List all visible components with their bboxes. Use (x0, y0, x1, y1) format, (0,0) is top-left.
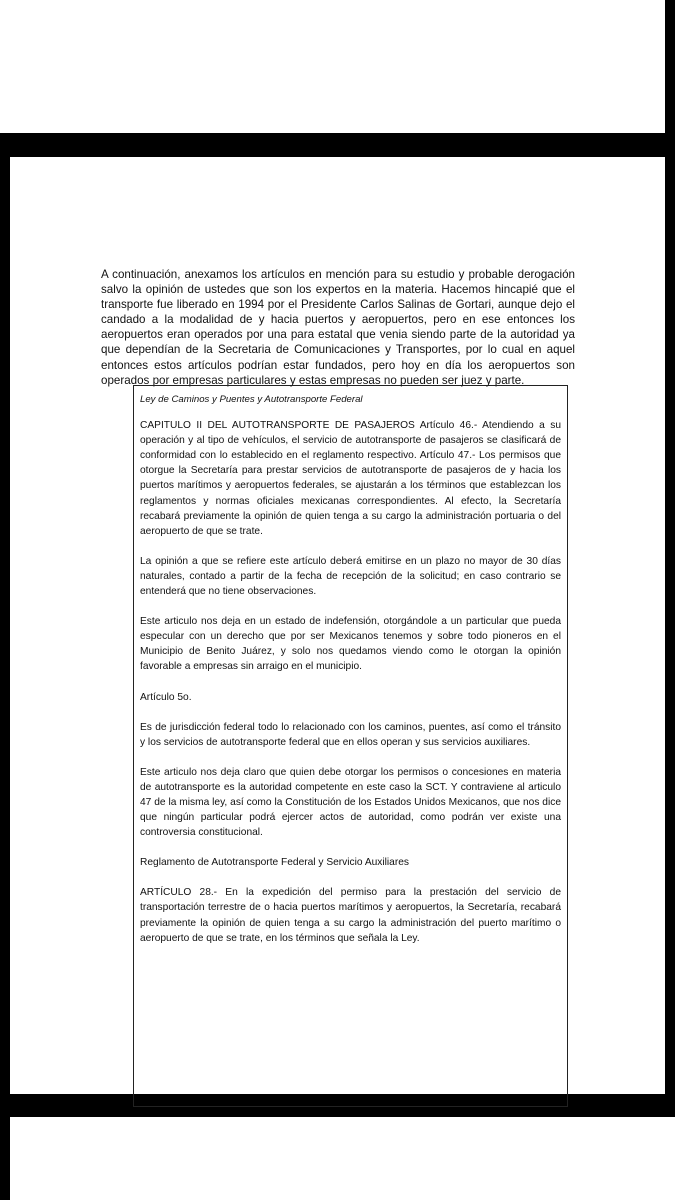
next-page-fragment (10, 1117, 675, 1200)
commentary-paragraph-defenseless: Este articulo nos deja en un estado de indefensión, otorgándole a un particular que pueda especular con un derecho que por ser Mexicanos tenemos y sobre todo pioneros en el Municipio de Benito Juárez, y solo nos quedamos viendo como le otorgan la opinión favorable a empresas sin arraigo en el municipio. (140, 616, 561, 673)
law-paragraph-jurisdiction: Es de jurisdicción federal todo lo relacionado con los caminos, puentes, así como el tránsito y los servicios de autotransporte federal que en ellos operan y sus servicios auxiliares. (140, 721, 561, 748)
law-box-title: Ley de Caminos y Puentes y Autotransporte Federal (140, 394, 363, 405)
law-heading-article-5: Artículo 5o. (140, 691, 192, 703)
previous-page-fragment (0, 0, 665, 133)
regulation-heading: Reglamento de Autotransporte Federal y Servicio Auxiliares (140, 857, 409, 869)
law-paragraph-chapter-ii: CAPITULO II DEL AUTOTRANSPORTE DE PASAJEROS Artículo 46.- Atendiendo a su operación y al tipo de vehículos, el servicio de autotransporte de pasajeros se clasificará de conformidad con lo establecido en el reglamento respectivo. Artículo 47.- Los permisos que otorgue la Secretaría para prestar servicios de autotransporte de pasajeros de y hacia los puertos marítimos y aeropuertos federales, se ajustarán a los términos que establezcan los reglamentos y normas oficiales mexicanas correspondientes. Al efecto, la Secretaría recabará previamente la opinión de quien tenga a su cargo la administración portuaria o del aeropuerto de que se trate. (140, 420, 561, 537)
regulation-article-28: ARTÍCULO 28.- En la expedición del permiso para la prestación del servicio de transportación terrestre de o hacia puertos marítimos y aeropuertos, la Secretaría, recabará previamente la opinión de quien tenga a su cargo la administración del puerto marítimo o aeropuerto de que se trate, en los términos que señala la Ley. (140, 887, 561, 944)
intro-paragraph: A continuación, anexamos los artículos en mención para su estudio y probable derogación salvo la opinión de ustedes que son los expertos en la materia. Hacemos hincapié que el transporte fue liberado en 1994 por el Presidente Carlos Salinas de Gortari, aunque dejo el candado a la modalidad de y hacia puertos y aeropuertos, pero en ese entonces los aeropuertos eran operados por una para estatal que venia siendo parte de la autoridad ya que dependían de la Secretaria de Comunicaciones y Transportes, por lo cual en aquel entonces estos artículos podrían estar fundados, pero hoy en día los aeropuertos son operados por empresas particulares y estas empresas no pueden ser juez y parte. (101, 268, 575, 387)
law-excerpt-box (133, 385, 568, 1107)
document-page (10, 157, 665, 1094)
law-paragraph-opinion-term: La opinión a que se refiere este artículo deberá emitirse en un plazo no mayor de 30 días naturales, contado a partir de la fecha de recepción de la solicitud; en caso contrario se entenderá que no tiene observaciones. (140, 555, 561, 598)
commentary-paragraph-sct: Este articulo nos deja claro que quien debe otorgar los permisos o concesiones en materia de autotransporte es la autoridad competente en este caso la SCT. Y contraviene al articulo 47 de la misma ley, así como la Constitución de los Estados Unidos Mexicanos, que nos dice que ningún particular podrá ejercer actos de autoridad, como podrán ver existe una controversia constitucional. (140, 766, 561, 839)
